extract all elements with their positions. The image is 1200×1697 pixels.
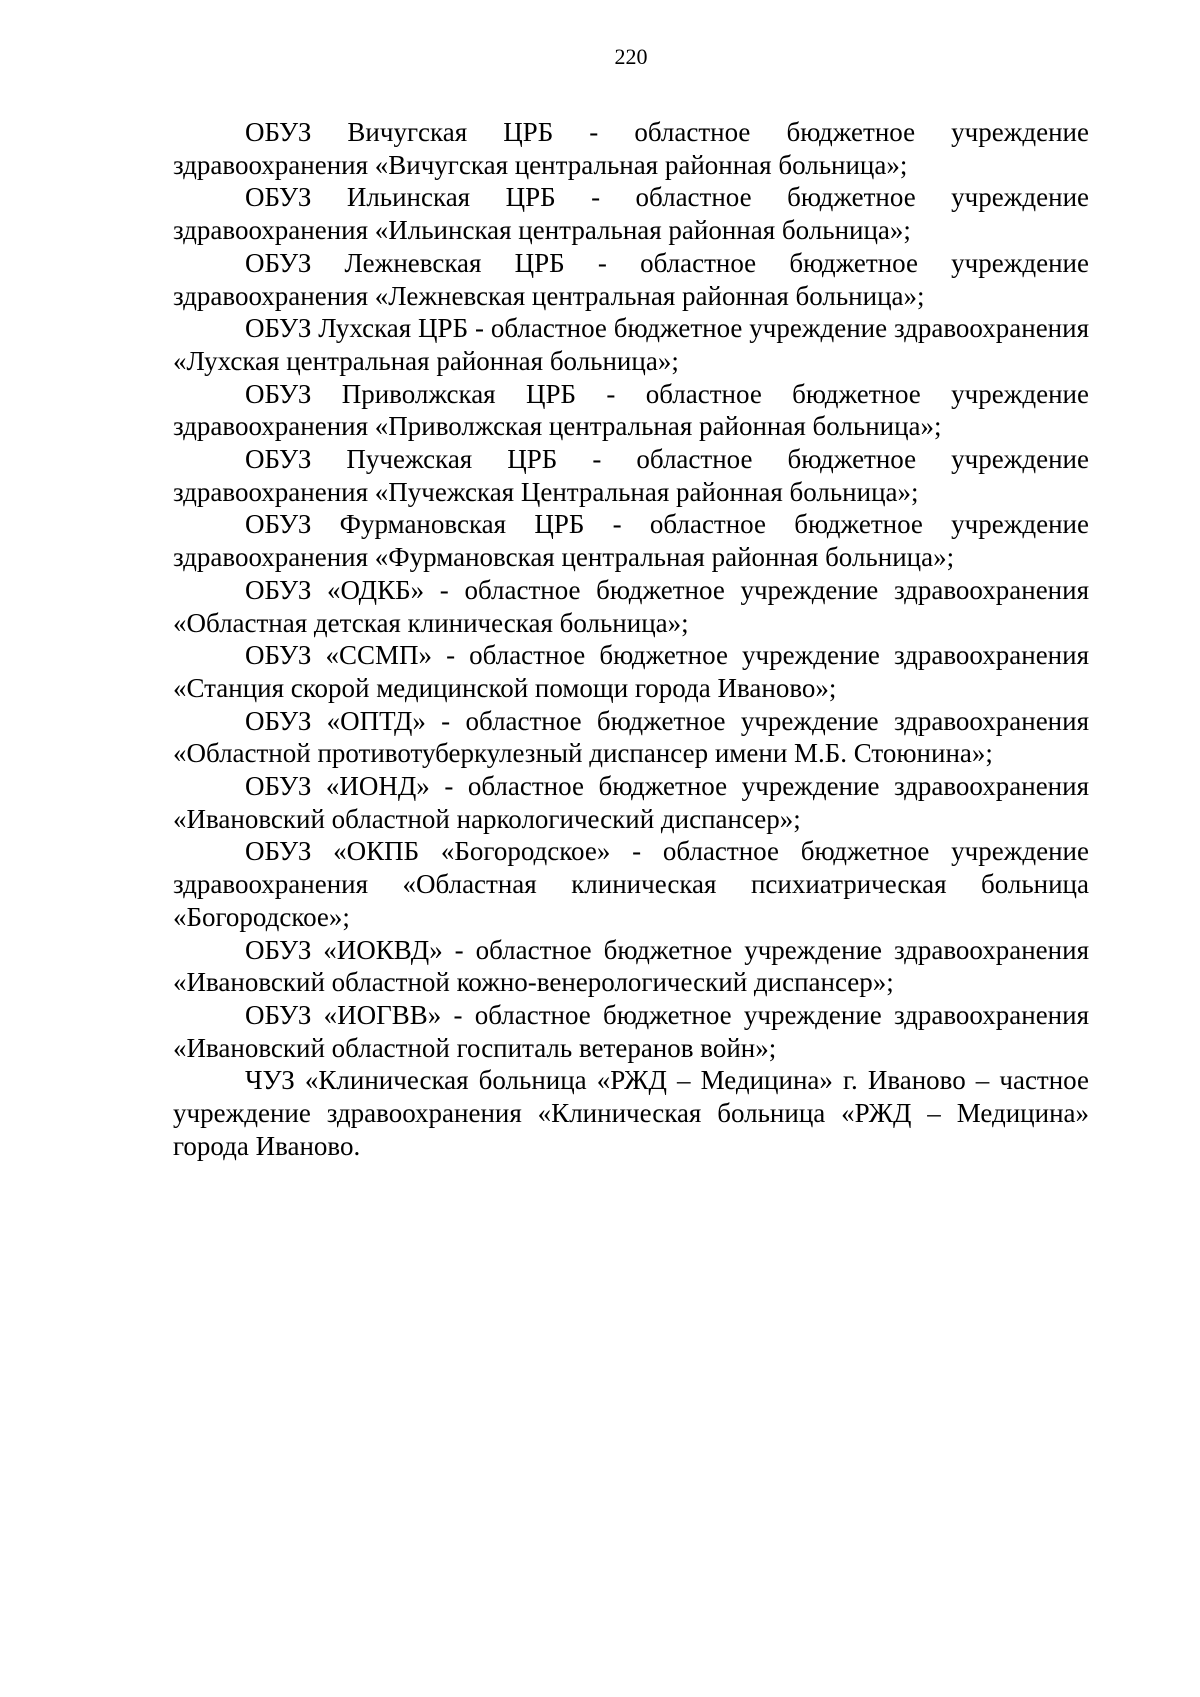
entry-odkb: ОБУЗ «ОДКБ» - областное бюджетное учреждение здравоохранения «Областная детская клиническая больница»; xyxy=(173,574,1089,638)
entry-iokvd: ОБУЗ «ИОКВД» - областное бюджетное учреждение здравоохранения «Ивановский областной кожно-венерологический диспансер»; xyxy=(173,934,1089,998)
page-number: 220 xyxy=(614,44,648,69)
entry-iond: ОБУЗ «ИОНД» - областное бюджетное учреждение здравоохранения «Ивановский областной наркологический диспансер»; xyxy=(173,771,1089,834)
entry-vichuga-crb: ОБУЗ Вичугская ЦРБ - областное бюджетное учреждение здравоохранения «Вичугская центральная районная больница»; xyxy=(173,117,1089,180)
entry-privolzhskaya-crb: ОБУЗ Приволжская ЦРБ - областное бюджетное учреждение здравоохранения «Приволжская центральная районная больница»; xyxy=(173,378,1089,442)
document-body xyxy=(173,116,1089,1163)
entry-ilinskaya-crb: ОБУЗ Ильинская ЦРБ - областное бюджетное учреждение здравоохранения «Ильинская центральная районная больница»; xyxy=(173,182,1089,246)
entry-iogvv: ОБУЗ «ИОГВВ» - областное бюджетное учреждение здравоохранения «Ивановский областной госпиталь ветеранов войн»; xyxy=(173,999,1089,1063)
entry-ssmp: ОБУЗ «ССМП» - областное бюджетное учреждение здравоохранения «Станция скорой медицинской помощи города Иваново»; xyxy=(173,640,1089,703)
entry-lezhnevskaya-crb: ОБУЗ Лежневская ЦРБ - областное бюджетное учреждение здравоохранения «Лежневская центральная районная больница»; xyxy=(173,247,1089,311)
entry-okpb-bogorodskoe: ОБУЗ «ОКПБ «Богородское» - областное бюджетное учреждение здравоохранения «Областная клиническая психиатрическая больница «Богородское»; xyxy=(173,836,1089,932)
entry-optd: ОБУЗ «ОПТД» - областное бюджетное учреждение здравоохранения «Областной противотуберкулезный диспансер имени М.Б. Стоюнина»; xyxy=(173,705,1089,769)
entry-furmanovskaya-crb: ОБУЗ Фурмановская ЦРБ - областное бюджетное учреждение здравоохранения «Фурмановская центральная районная больница»; xyxy=(173,509,1089,573)
entry-rzhd-medicina: ЧУЗ «Клиническая больница «РЖД – Медицина» г. Иваново – частное учреждение здравоохранения «Клиническая больница «РЖД – Медицина» города Иваново. xyxy=(173,1065,1089,1161)
entry-puchezhskaya-crb: ОБУЗ Пучежская ЦРБ - областное бюджетное учреждение здравоохранения «Пучежская Центральная районная больница»; xyxy=(173,444,1089,507)
entry-lukhskaya-crb: ОБУЗ Лухская ЦРБ - областное бюджетное учреждение здравоохранения «Лухская центральная районная больница»; xyxy=(173,313,1089,376)
